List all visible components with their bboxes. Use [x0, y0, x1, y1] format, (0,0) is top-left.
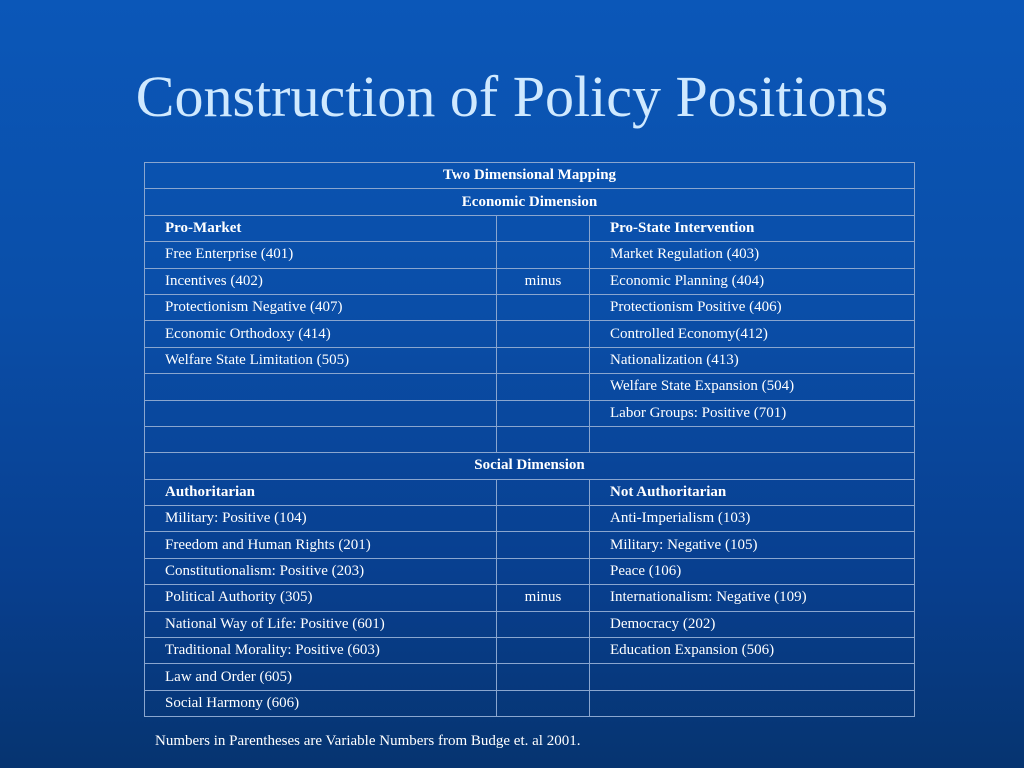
social-row [145, 611, 915, 637]
economic-right-cell: Market Regulation (403) [590, 242, 915, 268]
social-right-cell: Internationalism: Negative (109) [590, 585, 915, 611]
social-mid-cell [497, 638, 590, 664]
social-row [145, 506, 915, 532]
social-right-cell [590, 690, 915, 716]
social-right-cell: Peace (106) [590, 558, 915, 584]
social-left-cell: Traditional Morality: Positive (603) [145, 638, 497, 664]
social-right-cell: Democracy (202) [590, 611, 915, 637]
slide-title: Construction of Policy Positions [135, 64, 889, 129]
social-mid-cell [497, 506, 590, 532]
social-row [145, 690, 915, 716]
economic-mid-cell [497, 242, 590, 268]
social-left-cell: National Way of Life: Positive (601) [145, 611, 497, 637]
economic-column-headings [145, 215, 915, 241]
economic-left-cell: Free Enterprise (401) [145, 242, 497, 268]
economic-right-cell: Welfare State Expansion (504) [590, 374, 915, 400]
authoritarian-heading: Authoritarian [145, 479, 497, 505]
policy-positions-table [144, 162, 915, 717]
social-row [145, 638, 915, 664]
social-row [145, 664, 915, 690]
economic-right-cell: Labor Groups: Positive (701) [590, 400, 915, 426]
economic-mid-cell [497, 294, 590, 320]
economic-mid-cell [497, 347, 590, 373]
not-authoritarian-heading: Not Authoritarian [590, 479, 915, 505]
economic-right-cell: Nationalization (413) [590, 347, 915, 373]
economic-mid-heading [497, 215, 590, 241]
social-right-cell: Military: Negative (105) [590, 532, 915, 558]
social-row [145, 532, 915, 558]
economic-mid-cell [497, 321, 590, 347]
economic-dimension-row [145, 189, 915, 215]
economic-row [145, 426, 915, 452]
social-right-cell [590, 664, 915, 690]
economic-row [145, 374, 915, 400]
social-column-headings [145, 479, 915, 505]
economic-right-cell: Economic Planning (404) [590, 268, 915, 294]
economic-row [145, 400, 915, 426]
economic-mid-cell [497, 400, 590, 426]
social-right-cell: Education Expansion (506) [590, 638, 915, 664]
pro-state-heading: Pro-State Intervention [590, 215, 915, 241]
social-row [145, 558, 915, 584]
social-mid-cell [497, 690, 590, 716]
social-left-cell: Social Harmony (606) [145, 690, 497, 716]
social-mid-cell [497, 532, 590, 558]
economic-right-cell: Protectionism Positive (406) [590, 294, 915, 320]
social-mid-cell: minus [497, 585, 590, 611]
economic-row [145, 294, 915, 320]
table-title: Two Dimensional Mapping [145, 163, 915, 189]
social-left-cell: Constitutionalism: Positive (203) [145, 558, 497, 584]
social-left-cell: Political Authority (305) [145, 585, 497, 611]
economic-left-cell: Welfare State Limitation (505) [145, 347, 497, 373]
economic-mid-cell [497, 374, 590, 400]
pro-market-heading: Pro-Market [145, 215, 497, 241]
economic-right-cell: Controlled Economy(412) [590, 321, 915, 347]
social-right-cell: Anti-Imperialism (103) [590, 506, 915, 532]
social-dimension-heading: Social Dimension [145, 453, 915, 479]
economic-right-cell [590, 426, 915, 452]
economic-row [145, 242, 915, 268]
social-row [145, 585, 915, 611]
economic-mid-cell [497, 426, 590, 452]
economic-row [145, 321, 915, 347]
social-dimension-row [145, 453, 915, 479]
social-left-cell: Military: Positive (104) [145, 506, 497, 532]
table-header-row [145, 163, 915, 189]
footnote: Numbers in Parentheses are Variable Numbers from Budge et. al 2001. [155, 733, 581, 749]
economic-left-cell: Incentives (402) [145, 268, 497, 294]
economic-mid-cell: minus [497, 268, 590, 294]
economic-row [145, 268, 915, 294]
economic-left-cell: Economic Orthodoxy (414) [145, 321, 497, 347]
social-left-cell: Law and Order (605) [145, 664, 497, 690]
social-mid-cell [497, 664, 590, 690]
economic-left-cell [145, 400, 497, 426]
economic-left-cell [145, 374, 497, 400]
social-mid-cell [497, 611, 590, 637]
social-mid-cell [497, 558, 590, 584]
economic-dimension-heading: Economic Dimension [145, 189, 915, 215]
economic-left-cell [145, 426, 497, 452]
social-left-cell: Freedom and Human Rights (201) [145, 532, 497, 558]
social-mid-heading [497, 479, 590, 505]
economic-row [145, 347, 915, 373]
economic-left-cell: Protectionism Negative (407) [145, 294, 497, 320]
